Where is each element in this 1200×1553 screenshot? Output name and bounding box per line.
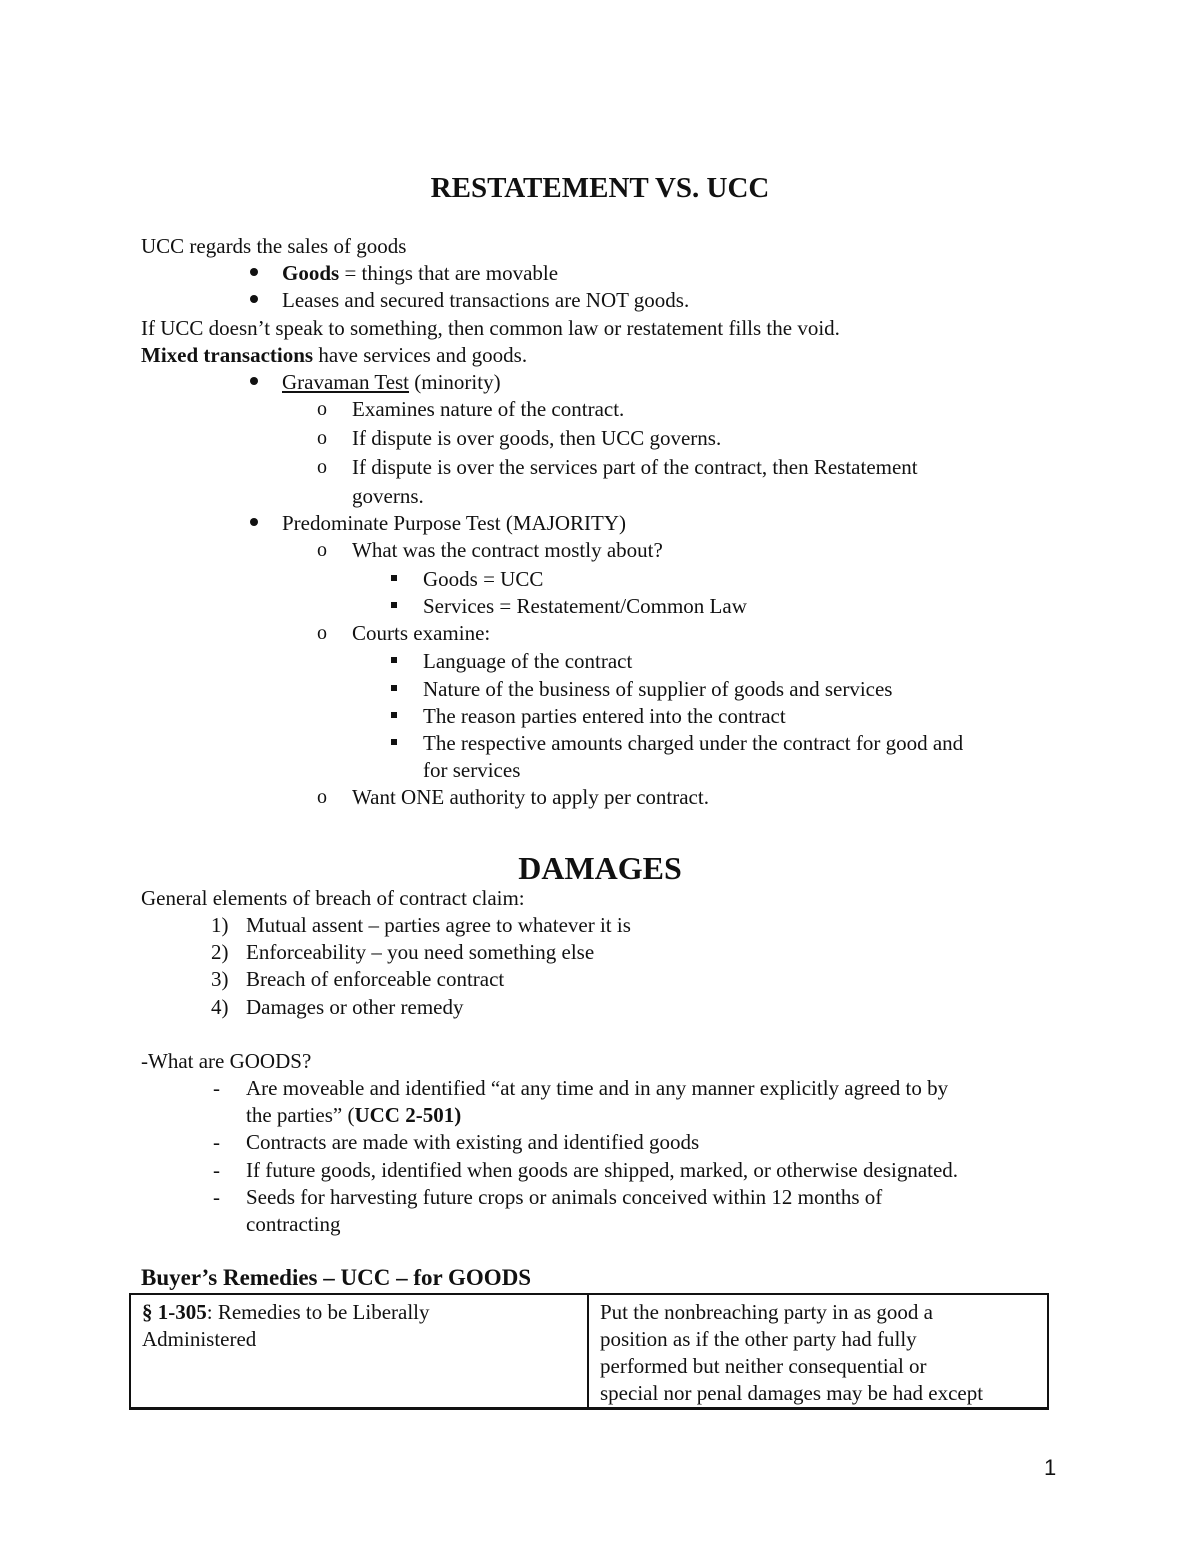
gravaman-item: If dispute is over goods, then UCC governs. (352, 426, 722, 450)
bullet-square-icon (391, 657, 397, 663)
goods-item: Seeds for harvesting future crops or animals conceived within 12 months of (246, 1185, 883, 1209)
goods-item: Are moveable and identified “at any time and in any manner explicitly agreed to by (246, 1076, 949, 1100)
right-cell-line: position as if the other party had fully (600, 1327, 917, 1351)
table-row (130, 1294, 1048, 1409)
goods-item-continued (246, 1102, 461, 1129)
goods-term: Goods (282, 261, 340, 285)
element-text: Mutual assent – parties agree to whatever it is (246, 913, 631, 937)
gravaman-item: If dispute is over the services part of the contract, then Restatement (352, 455, 918, 479)
dash-bullet-icon: - (213, 1130, 220, 1154)
mixed-transactions-text (141, 342, 527, 369)
predominate-question: What was the contract mostly about? (352, 538, 663, 562)
element-number: 4) (211, 995, 229, 1019)
bullet-disc-icon (250, 295, 258, 303)
element-text: Breach of enforceable contract (246, 967, 505, 991)
left-cell-line (142, 1299, 577, 1326)
bullet-circle-icon: o (317, 456, 327, 478)
bullet-square-icon (391, 602, 397, 608)
element-number: 1) (211, 913, 229, 937)
bullet-circle-icon: o (317, 398, 327, 420)
courts-item: Nature of the business of supplier of goods and services (423, 677, 893, 701)
gravaman-note: (minority) (409, 370, 501, 394)
damages-intro: General elements of breach of contract claim: (141, 886, 525, 910)
element-number: 3) (211, 967, 229, 991)
bullet-square-icon (391, 575, 397, 581)
bullet-goods (282, 260, 558, 287)
mixed-transactions-term: Mixed transactions (141, 343, 314, 367)
mixed-transactions-rest: have services and goods. (313, 343, 528, 367)
predominate-q-item: Goods = UCC (423, 567, 544, 591)
ucc-2-501-cite: UCC 2-501) (354, 1103, 462, 1127)
predominate-q-item: Services = Restatement/Common Law (423, 594, 747, 618)
goods-item: If future goods, identified when goods are shipped, marked, or otherwise designated. (246, 1158, 959, 1182)
bullet-leases: Leases and secured transactions are NOT goods. (282, 288, 690, 312)
gravaman-test (282, 369, 501, 396)
heading-restatement-vs-ucc: RESTATEMENT VS. UCC (430, 172, 770, 204)
bullet-circle-icon: o (317, 622, 327, 644)
gravaman-item: Examines nature of the contract. (352, 397, 625, 421)
left-cell-title: : Remedies to be Liberally (206, 1300, 430, 1324)
element-text: Damages or other remedy (246, 995, 464, 1019)
bullet-square-icon (391, 685, 397, 691)
buyers-remedies-heading: Buyer’s Remedies – UCC – for GOODS (141, 1265, 532, 1290)
right-cell-line: special nor penal damages may be had except (600, 1381, 984, 1405)
one-authority: Want ONE authority to apply per contract. (352, 785, 709, 809)
bullet-circle-icon: o (317, 427, 327, 449)
bullet-circle-icon: o (317, 786, 327, 808)
remedies-table (129, 1293, 1049, 1410)
courts-examine: Courts examine: (352, 621, 491, 645)
section-1-305: § 1-305 (142, 1300, 207, 1324)
goods-definition: = things that are movable (339, 261, 559, 285)
intro-text: UCC regards the sales of goods (141, 234, 407, 258)
goods-item-continued: contracting (246, 1212, 341, 1236)
predominate-purpose-test: Predominate Purpose Test (MAJORITY) (282, 511, 627, 535)
heading-damages: DAMAGES (518, 850, 682, 886)
fill-void-text: If UCC doesn’t speak to something, then common law or restatement fills the void. (141, 316, 840, 340)
courts-item-continued: for services (423, 758, 521, 782)
gravaman-title: Gravaman Test (282, 370, 410, 394)
bullet-square-icon (391, 739, 397, 745)
element-number: 2) (211, 940, 229, 964)
bullet-disc-icon (250, 377, 258, 385)
element-text: Enforceability – you need something else (246, 940, 595, 964)
dash-bullet-icon: - (213, 1185, 220, 1209)
right-cell-line: performed but neither consequential or (600, 1354, 927, 1378)
dash-bullet-icon: - (213, 1158, 220, 1182)
courts-item: The respective amounts charged under the contract for good and (423, 731, 964, 755)
goods-question: -What are GOODS? (141, 1049, 312, 1073)
bullet-disc-icon (250, 268, 258, 276)
right-cell-line: Put the nonbreaching party in as good a (600, 1300, 934, 1324)
remedies-left-cell (130, 1294, 588, 1409)
bullet-circle-icon: o (317, 539, 327, 561)
goods-item-text: the parties” ( (246, 1103, 355, 1127)
goods-item: Contracts are made with existing and identified goods (246, 1130, 700, 1154)
courts-item: The reason parties entered into the contract (423, 704, 786, 728)
gravaman-item-continued: governs. (352, 484, 424, 508)
page-number: 1 (1044, 1455, 1057, 1480)
remedies-right-cell (588, 1294, 1048, 1409)
bullet-disc-icon (250, 518, 258, 526)
bullet-square-icon (391, 712, 397, 718)
left-cell-line: Administered (142, 1327, 257, 1351)
dash-bullet-icon: - (213, 1076, 220, 1100)
courts-item: Language of the contract (423, 649, 633, 673)
